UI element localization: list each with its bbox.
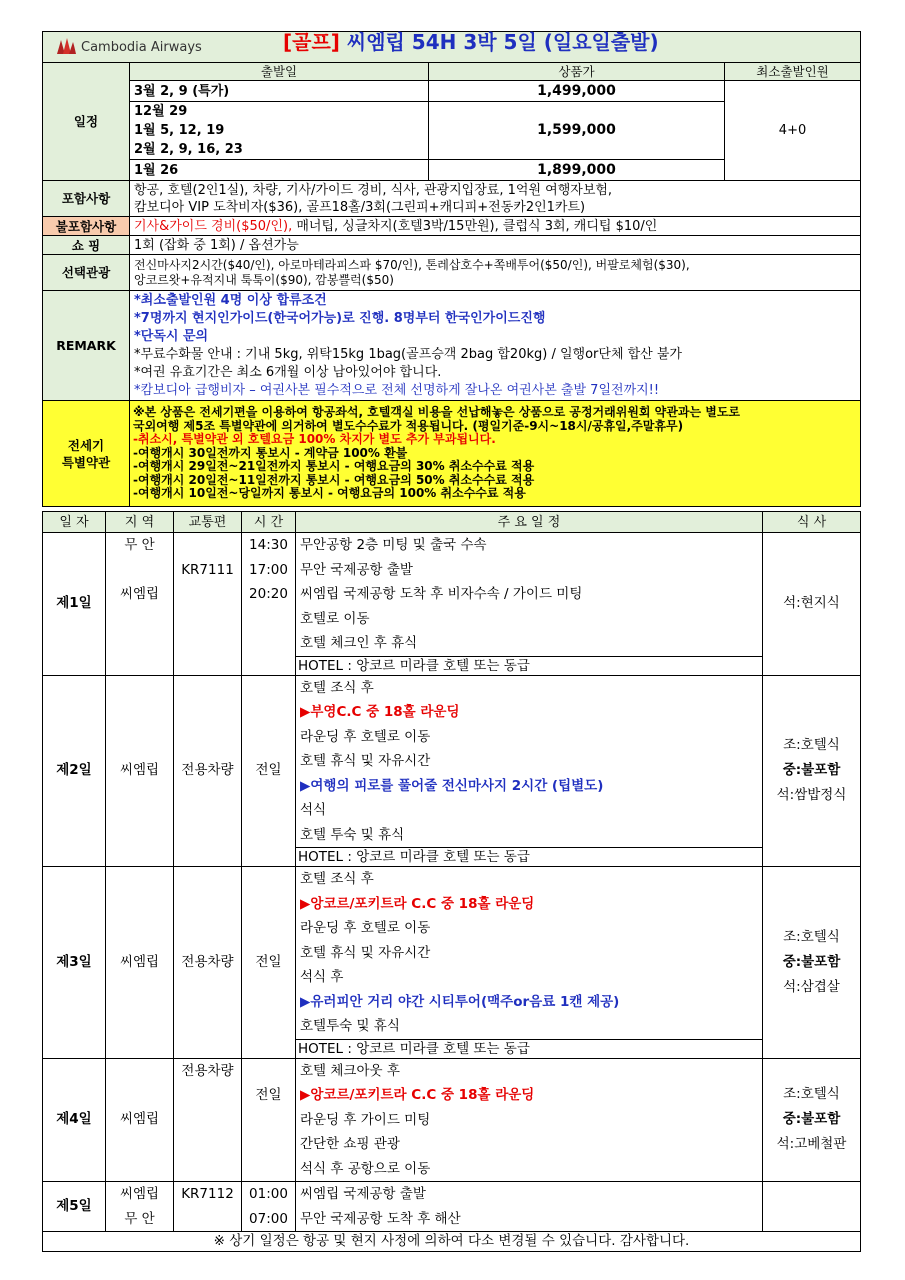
terms-label	[43, 401, 130, 507]
excluded-rest: 매너팁, 싱글차지(호텔3박/15만원), 클럽식 3회, 캐디팁 $10/인	[292, 218, 658, 234]
time: 14:30	[249, 537, 288, 553]
region: 씨엠립	[106, 675, 174, 867]
terms-text	[130, 401, 861, 507]
terms-line: -여행개시 29일전~21일전까지 통보시 - 여행요금의 30% 취소수수료 적용	[133, 459, 535, 474]
plan-cell	[296, 533, 763, 676]
remark-line: *여권 유효기간은 최소 6개월 이상 남아있어야 합니다.	[134, 364, 442, 380]
time: 전일	[242, 867, 296, 1059]
region: 무 안	[124, 1210, 155, 1227]
info-table	[42, 31, 861, 507]
terms-line: -여행개시 20일전~11일전까지 통보시 - 여행요금의 50% 취소수수료 적용	[133, 472, 535, 487]
departure-dates: 3월 2, 9 (특가)	[130, 81, 429, 102]
title-bar	[43, 32, 861, 63]
plan-line: 라운딩 후 가이드 미팅	[300, 1111, 431, 1128]
day-label: 제3일	[43, 867, 106, 1059]
date-line: 1월 5, 12, 19	[134, 123, 225, 138]
day-row	[43, 1182, 861, 1232]
plan-line: 호텔 조식 후	[300, 679, 374, 696]
plan-line: 씨엠립 국제공항 도착 후 비자수속 / 가이드 미팅	[300, 586, 583, 602]
min-people: 4+0	[725, 81, 861, 181]
col-day: 일 자	[43, 512, 106, 533]
terms-line: -여행개시 10일전~당일까지 통보시 - 여행요금의 100% 취소수수료 적용	[133, 486, 526, 501]
plan-line: 호텔 휴식 및 자유시간	[300, 753, 431, 769]
included-line: 캄보디아 VIP 도착비자($36), 골프18홀/3회(그린피+캐디피+전동카2인1카트)	[134, 199, 586, 215]
remark-line: *캄보디아 급행비자 – 여권사본 필수적으로 전체 선명하게 잘나온 여권사본 출발 7일전까지!!	[134, 382, 660, 398]
meal-cell	[763, 533, 861, 676]
meal: 조:호텔식	[783, 928, 840, 945]
meal: 석:삼겹살	[783, 978, 840, 995]
plan-line: ▶앙코르/포키트라 C.C 중 18홀 라운딩	[300, 895, 535, 912]
meal-cell	[763, 1182, 861, 1232]
time: 20:20	[249, 586, 288, 602]
plan-line: 호텔투숙 및 휴식	[300, 1018, 400, 1034]
plan-line: 간단한 쇼핑 관광	[300, 1136, 400, 1152]
remark-line: *최소출발인원 4명 이상 합류조건	[134, 292, 327, 308]
shopping-label: 쇼 핑	[43, 236, 130, 255]
meal: 중:불포함	[782, 762, 841, 779]
plan-cell	[296, 867, 763, 1059]
time-cell	[242, 533, 296, 676]
included-line: 항공, 호텔(2인1실), 차량, 기사/가이드 경비, 식사, 관광지입장료, 1억원 여행자보험,	[134, 182, 613, 198]
plan-line: 무안 국제공항 출발	[300, 561, 413, 578]
remark-line: *단독시 문의	[134, 328, 209, 344]
airline-logo-icon	[55, 38, 77, 56]
plan-line: 석식 후	[300, 969, 344, 985]
col-transport: 교통편	[174, 512, 242, 533]
optional-line: 전신마사지2시간($40/인), 아로마테라피스파 $70/인), 톤레삽호수+쪽배투어($50/인), 버팔로체험($30),	[134, 257, 690, 272]
day-label: 제2일	[43, 675, 106, 867]
transport: 전용차량	[181, 1062, 234, 1079]
brochure	[42, 31, 860, 1252]
day-label: 제1일	[43, 533, 106, 676]
flight-number: KR7111	[181, 561, 234, 578]
terms-label-line: 전세기	[67, 437, 105, 453]
day-row	[43, 867, 861, 1059]
plan-line: ▶여행의 피로를 풀어줄 전신마사지 2시간 (팁별도)	[300, 777, 604, 794]
time: 07:00	[249, 1210, 288, 1227]
transport-cell	[174, 1182, 242, 1232]
plan-line: 호텔 조식 후	[300, 871, 374, 887]
meal: 조:호텔식	[783, 737, 840, 754]
excluded-text	[130, 217, 861, 236]
plan-line: 씨엠립 국제공항 출발	[300, 1186, 426, 1202]
transport: 전용차량	[174, 867, 242, 1059]
terms-line: -여행개시 30일전까지 통보시 - 계약금 100% 환불	[133, 445, 408, 460]
meal: 조:호텔식	[783, 1086, 840, 1103]
transport: 전용차량	[174, 675, 242, 867]
meal-cell	[763, 675, 861, 867]
terms-line: ※본 상품은 전세기편을 이용하여 항공좌석, 호텔객실 비용을 선납해놓은 상품으로 공정거래위원회 약관과는 별도로	[133, 405, 741, 420]
col-departure: 출발일	[130, 63, 429, 81]
plan-line: 무안 국제공항 도착 후 해산	[300, 1210, 461, 1227]
price: 1,599,000	[429, 102, 725, 160]
itinerary-header	[43, 512, 861, 533]
meal-cell	[763, 1058, 861, 1182]
day-row	[43, 533, 861, 676]
plan-cell	[296, 1058, 763, 1182]
meal: 석:현지식	[783, 595, 840, 612]
plan-line: 호텔 휴식 및 자유시간	[300, 944, 431, 961]
plan-cell	[296, 675, 763, 867]
shopping-text: 1회 (잡화 중 1회) / 옵션가능	[130, 236, 861, 255]
optional-text	[130, 255, 861, 291]
plan-line: 호텔 체크아웃 후	[300, 1062, 400, 1079]
terms-label-line: 특별약관	[61, 454, 111, 470]
departure-dates: 1월 26	[130, 160, 429, 181]
plan-line: ▶앙코르/포키트라 C.C 중 18홀 라운딩	[300, 1087, 535, 1103]
date-line: 12월 29	[134, 104, 188, 119]
excluded-label: 불포함사항	[43, 217, 130, 236]
time: 01:00	[249, 1186, 288, 1202]
footer-note: ※ 상기 일정은 항공 및 현지 사정에 의하여 다소 변경될 수 있습니다. 감사합니다.	[43, 1232, 861, 1252]
meal: 중:불포함	[782, 953, 841, 970]
meal-cell	[763, 867, 861, 1059]
plan-cell	[296, 1182, 763, 1232]
plan-line: 석식	[300, 802, 327, 818]
time: 전일	[255, 1087, 282, 1103]
plan-line: 무안공항 2층 미팅 및 출국 수속	[300, 537, 487, 553]
hotel-line: HOTEL : 앙코르 미라클 호텔 또는 동급	[296, 847, 762, 866]
region: 씨엠립	[119, 586, 160, 602]
region: 씨엠립	[119, 1186, 160, 1202]
col-time: 시 간	[242, 512, 296, 533]
terms-line: 국외여행 제5조 특별약관에 의거하여 별도수수료가 적용됩니다. (평일기준-9시~18시/공휴일,주말휴무)	[133, 418, 684, 433]
time-cell	[242, 1058, 296, 1182]
plan-line: 라운딩 후 호텔로 이동	[300, 920, 431, 936]
time: 전일	[242, 675, 296, 867]
remark-text	[130, 291, 861, 401]
col-min-people: 최소출발인원	[725, 63, 861, 81]
schedule-label: 일정	[43, 63, 130, 181]
optional-line: 앙코르왓+유적지내 툭툭이($90), 깜봉쁠럭($50)	[134, 272, 394, 287]
optional-label: 선택관광	[43, 255, 130, 291]
departure-dates	[130, 102, 429, 160]
day-label: 제5일	[43, 1182, 106, 1232]
flight-number: KR7112	[181, 1186, 234, 1202]
brand-name: Cambodia Airways	[81, 39, 202, 55]
transport-cell	[174, 1058, 242, 1182]
page-title	[283, 30, 659, 54]
title-text: 씨엠립 54H 3박 5일 (일요일출발)	[339, 30, 659, 54]
col-meal: 식 사	[763, 512, 861, 533]
itinerary-table	[42, 511, 861, 1252]
hotel-line: HOTEL : 앙코르 미라클 호텔 또는 동급	[296, 656, 762, 675]
plan-line: 호텔 투숙 및 휴식	[300, 826, 405, 843]
hotel-line: HOTEL : 앙코르 미라클 호텔 또는 동급	[296, 1039, 762, 1058]
region-cell	[106, 1182, 174, 1232]
plan-line: 호텔로 이동	[300, 610, 370, 627]
day-row	[43, 1058, 861, 1182]
day-row	[43, 675, 861, 867]
region-cell	[106, 533, 174, 676]
remark-line: *무료수화물 안내 : 기내 5kg, 위탁15kg 1bag(골프승객 2bag 합20kg) / 일행or단체 합산 불가	[134, 346, 682, 362]
price: 1,499,000	[429, 81, 725, 102]
region	[106, 558, 173, 583]
title-tag: [골프]	[283, 30, 340, 54]
time: 17:00	[249, 561, 288, 578]
remark-line: *7명까지 현지인가이드(한국어가능)로 진행. 8명부터 한국인가이드진행	[134, 310, 546, 326]
transport-cell	[174, 533, 242, 676]
col-region: 지 역	[106, 512, 174, 533]
included-text	[130, 181, 861, 217]
region: 무 안	[124, 537, 155, 553]
col-price: 상품가	[429, 63, 725, 81]
terms-line: -취소시, 특별약관 외 호텔요금 100% 차지가 별도 추가 부과됩니다.	[133, 432, 496, 447]
col-plan: 주 요 일 정	[296, 512, 763, 533]
plan-line: 라운딩 후 호텔로 이동	[300, 728, 431, 745]
plan-line: 석식 후 공항으로 이동	[300, 1160, 431, 1177]
price: 1,899,000	[429, 160, 725, 181]
meal: 중:불포함	[782, 1111, 841, 1128]
excluded-red: 기사&가이드 경비($50/인),	[134, 218, 293, 234]
region: 씨엠립	[106, 867, 174, 1059]
plan-line: ▶부영C.C 중 18홀 라운딩	[300, 704, 460, 720]
included-label: 포함사항	[43, 181, 130, 217]
meal: 석:고베철판	[776, 1136, 847, 1153]
day-label: 제4일	[43, 1058, 106, 1182]
meal: 석:쌈밥정식	[776, 787, 847, 804]
plan-line: 호텔 체크인 후 휴식	[300, 635, 418, 651]
date-line: 2월 2, 9, 16, 23	[134, 142, 243, 157]
time-cell	[242, 1182, 296, 1232]
region: 씨엠립	[106, 1058, 174, 1182]
remark-label: REMARK	[43, 291, 130, 401]
plan-line: ▶유러피안 거리 야간 시티투어(맥주or음료 1캔 제공)	[300, 993, 620, 1010]
